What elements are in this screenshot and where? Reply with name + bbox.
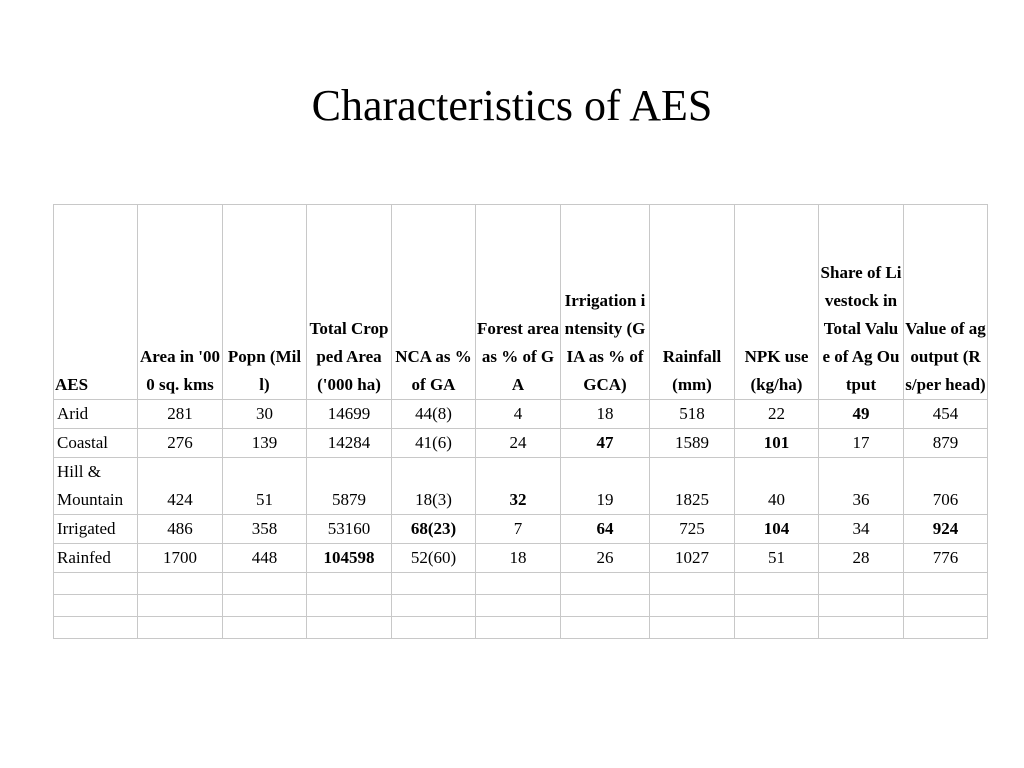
table-header-row [54, 205, 988, 400]
empty-cell [223, 595, 307, 617]
empty-cell [735, 595, 819, 617]
empty-cell [307, 595, 392, 617]
empty-cell [819, 617, 904, 639]
table-cell: 924 [904, 515, 988, 544]
column-header: Value of ag output (Rs/per head) [904, 205, 988, 400]
table-cell: 68(23) [392, 515, 476, 544]
table-cell: 32 [476, 458, 561, 515]
empty-cell [476, 617, 561, 639]
empty-cell [561, 595, 650, 617]
table-row [54, 400, 988, 429]
table-cell: 281 [138, 400, 223, 429]
table-cell: 104 [735, 515, 819, 544]
table-cell: 22 [735, 400, 819, 429]
empty-cell [138, 573, 223, 595]
empty-cell [561, 573, 650, 595]
column-header: NCA as % of GA [392, 205, 476, 400]
table-cell: 19 [561, 458, 650, 515]
table-cell: 26 [561, 544, 650, 573]
table-cell: 1027 [650, 544, 735, 573]
table-cell: 1700 [138, 544, 223, 573]
table-cell: Arid [54, 400, 138, 429]
table-cell: 5879 [307, 458, 392, 515]
empty-cell [650, 573, 735, 595]
empty-cell [307, 617, 392, 639]
column-header: Total Cropped Area ('000 ha) [307, 205, 392, 400]
table-cell: 51 [735, 544, 819, 573]
empty-cell [904, 573, 988, 595]
table-cell: 36 [819, 458, 904, 515]
table-cell: 18(3) [392, 458, 476, 515]
column-header: Forest area as % of GA [476, 205, 561, 400]
table-cell: 14699 [307, 400, 392, 429]
empty-cell [735, 617, 819, 639]
column-header: Rainfall (mm) [650, 205, 735, 400]
table-cell: 30 [223, 400, 307, 429]
table-cell: 725 [650, 515, 735, 544]
table-cell: 104598 [307, 544, 392, 573]
empty-cell [54, 595, 138, 617]
table-cell: 706 [904, 458, 988, 515]
column-header: Popn (Mill) [223, 205, 307, 400]
table-cell: 47 [561, 429, 650, 458]
empty-cell [54, 617, 138, 639]
table-cell: 139 [223, 429, 307, 458]
table-row [54, 458, 988, 515]
empty-cell [735, 573, 819, 595]
table-row [54, 544, 988, 573]
table-cell: 18 [561, 400, 650, 429]
empty-cell [307, 573, 392, 595]
table-cell: 44(8) [392, 400, 476, 429]
table-cell: 53160 [307, 515, 392, 544]
table-cell: 276 [138, 429, 223, 458]
empty-row [54, 595, 988, 617]
column-header: Irrigation intensity (GIA as % of GCA) [561, 205, 650, 400]
empty-cell [223, 573, 307, 595]
column-header: Share of Livestock in Total Value of Ag Output [819, 205, 904, 400]
table-cell: 18 [476, 544, 561, 573]
empty-cell [392, 595, 476, 617]
table-cell [54, 458, 138, 515]
table-cell: 1589 [650, 429, 735, 458]
empty-cell [138, 595, 223, 617]
empty-cell [392, 617, 476, 639]
table-cell: 17 [819, 429, 904, 458]
empty-cell [904, 595, 988, 617]
table-cell: 454 [904, 400, 988, 429]
empty-cell [819, 573, 904, 595]
empty-cell [650, 617, 735, 639]
table-cell: 4 [476, 400, 561, 429]
table-cell: 51 [223, 458, 307, 515]
table-cell: 64 [561, 515, 650, 544]
table-cell: 486 [138, 515, 223, 544]
table-cell: Irrigated [54, 515, 138, 544]
empty-cell [476, 573, 561, 595]
empty-cell [138, 617, 223, 639]
table-cell: 7 [476, 515, 561, 544]
table-cell: 879 [904, 429, 988, 458]
empty-cell [54, 573, 138, 595]
table-cell: 518 [650, 400, 735, 429]
table-cell: Coastal [54, 429, 138, 458]
table-cell: 448 [223, 544, 307, 573]
table-cell: 28 [819, 544, 904, 573]
table-cell: 358 [223, 515, 307, 544]
table-cell: 1825 [650, 458, 735, 515]
table-cell: 34 [819, 515, 904, 544]
empty-cell [650, 595, 735, 617]
table-cell: Rainfed [54, 544, 138, 573]
empty-cell [476, 595, 561, 617]
empty-row [54, 573, 988, 595]
column-header: Area in '000 sq. kms [138, 205, 223, 400]
table-row [54, 429, 988, 458]
table-row [54, 515, 988, 544]
column-header: NPK use (kg/ha) [735, 205, 819, 400]
column-header: AES [54, 205, 138, 400]
table-cell: 14284 [307, 429, 392, 458]
table-cell: 40 [735, 458, 819, 515]
table-cell: 24 [476, 429, 561, 458]
slide-title: Characteristics of AES [311, 81, 713, 130]
empty-cell [904, 617, 988, 639]
empty-cell [223, 617, 307, 639]
table-cell: 41(6) [392, 429, 476, 458]
table-cell: 52(60) [392, 544, 476, 573]
aes-characteristics-table [53, 204, 988, 639]
row-label: Hill & Mountain [57, 462, 124, 509]
table-cell: 49 [819, 400, 904, 429]
table-cell: 101 [735, 429, 819, 458]
empty-cell [819, 595, 904, 617]
empty-cell [392, 573, 476, 595]
empty-row [54, 617, 988, 639]
table-cell: 776 [904, 544, 988, 573]
table-cell: 424 [138, 458, 223, 515]
empty-cell [561, 617, 650, 639]
